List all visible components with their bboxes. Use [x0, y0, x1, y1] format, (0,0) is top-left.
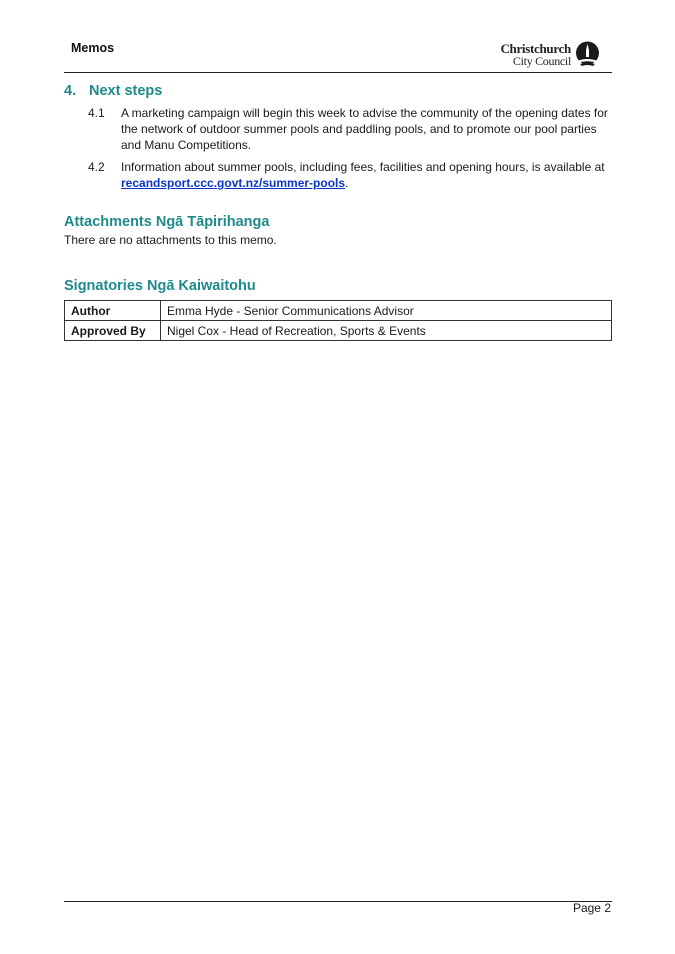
- list-item-number: 4.1: [88, 106, 105, 120]
- list-item-number: 4.2: [88, 160, 105, 174]
- table-row: [65, 301, 612, 321]
- page-number: Page 2: [572, 901, 611, 915]
- approved-by-value: Nigel Cox - Head of Recreation, Sports & Events: [161, 321, 612, 341]
- list-item-text: A marketing campaign will begin this week to advise the community of the opening dates for the network of outdoor summer pools and paddling pools, and to promote our pool parties and Manu Competitions.: [121, 106, 608, 152]
- footer-divider: [64, 901, 612, 902]
- table-row: [65, 321, 612, 341]
- signatories-heading: Signatories Ngā Kaiwaitohu: [64, 278, 256, 294]
- header-divider: [64, 72, 612, 73]
- attachments-heading: Attachments Ngā Tāpirihanga: [64, 214, 270, 230]
- section-number: 4.: [64, 83, 77, 99]
- list-item-text-after: .: [345, 176, 349, 190]
- attachments-text: There are no attachments to this memo.: [64, 233, 277, 247]
- signatories-table: [64, 300, 612, 341]
- list-item-text: [121, 159, 609, 191]
- council-logo: [498, 41, 602, 69]
- author-label: Author: [65, 301, 161, 321]
- logo-text-line2: City Council: [512, 54, 571, 68]
- section-heading: [64, 83, 162, 99]
- author-value: Emma Hyde - Senior Communications Advisor: [161, 301, 612, 321]
- christchurch-cathedral-logo-icon: [575, 41, 600, 67]
- approved-by-label: Approved By: [65, 321, 161, 341]
- logo-text-line1: Christchurch: [500, 41, 571, 56]
- list-item-text-before: Information about summer pools, including fees, facilities and opening hours, is available at: [121, 160, 605, 174]
- summer-pools-link[interactable]: recandsport.ccc.govt.nz/summer-pools: [121, 176, 346, 190]
- header-title: Memos: [71, 41, 115, 55]
- section-title: Next steps: [89, 83, 163, 99]
